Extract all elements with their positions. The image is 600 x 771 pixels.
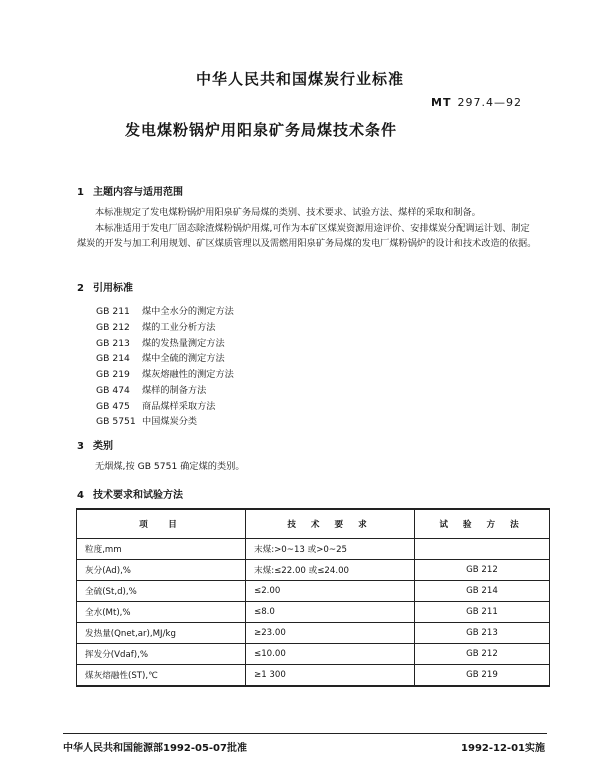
document-title: 发电煤粉锅炉用阳泉矿务局煤技术条件 xyxy=(125,121,398,139)
standard-number xyxy=(431,96,522,109)
table-row: 粒度,mm 末煤:>0~13 或>0~25 xyxy=(77,539,550,560)
reference-item: GB 213 煤的发热量测定方法 xyxy=(96,338,225,349)
table-row: 全水(Mt),% ≤8.0 GB 211 xyxy=(77,602,550,623)
section-1-paragraph-2: 本标准适用于发电厂固态除渣煤粉锅炉用煤,可作为本矿区煤炭资源用途评价、安排煤炭分配调运计划、制定煤炭的开发与加工利用规划、矿区煤质管理以及需燃用阳泉矿务局煤的发电厂煤粉锅炉的设计和技术改造的依据。 xyxy=(77,223,537,249)
technical-requirements-table xyxy=(76,508,550,687)
header-item: 项 目 xyxy=(77,509,246,539)
approval-date: 中华人民共和国能源部1992-05-07批准 xyxy=(63,743,247,754)
reference-item: GB 475 商品煤样采取方法 xyxy=(96,401,216,412)
table-header-row xyxy=(77,509,550,539)
table-row: 发热量(Qnet,ar),MJ/kg ≥23.00 GB 213 xyxy=(77,623,550,644)
table-row: 挥发分(Vdaf),% ≤10.00 GB 212 xyxy=(77,644,550,665)
table-row: 煤灰熔融性(ST),℃ ≥1 300 GB 219 xyxy=(77,665,550,687)
table-row: 全硫(St,d),% ≤2.00 GB 214 xyxy=(77,581,550,602)
reference-item: GB 211 煤中全水分的测定方法 xyxy=(96,306,234,317)
standard-code: 297.4—92 xyxy=(457,96,522,109)
section-3-text: 无烟煤,按 GB 5751 确定煤的类别。 xyxy=(95,461,245,472)
section-2-heading: 2 引用标准 xyxy=(77,283,133,294)
standard-prefix: MT xyxy=(431,96,452,109)
reference-item: GB 214 煤中全硫的测定方法 xyxy=(96,353,225,364)
header-organization: 中华人民共和国煤炭行业标准 xyxy=(195,70,404,88)
table-row: 灰分(Ad),% 末煤:≤22.00 或≤24.00 GB 212 xyxy=(77,560,550,581)
section-3-heading: 3 类别 xyxy=(77,441,113,452)
footer-divider xyxy=(63,733,547,734)
reference-item: GB 5751 中国煤炭分类 xyxy=(96,416,198,427)
section-4-heading: 4 技术要求和试验方法 xyxy=(77,490,183,501)
reference-item: GB 212 煤的工业分析方法 xyxy=(96,322,216,333)
section-1-paragraph-1: 本标准规定了发电煤粉锅炉用阳泉矿务局煤的类别、技术要求、试验方法、煤样的采取和制备。 xyxy=(95,207,481,218)
reference-item: GB 474 煤样的制备方法 xyxy=(96,385,207,396)
header-requirement: 技 术 要 求 xyxy=(246,509,415,539)
effective-date: 1992-12-01实施 xyxy=(461,743,545,754)
reference-item: GB 219 煤灰熔融性的测定方法 xyxy=(96,369,234,380)
header-method: 试 验 方 法 xyxy=(415,509,550,539)
section-1-heading: 1 主题内容与适用范围 xyxy=(77,187,183,198)
